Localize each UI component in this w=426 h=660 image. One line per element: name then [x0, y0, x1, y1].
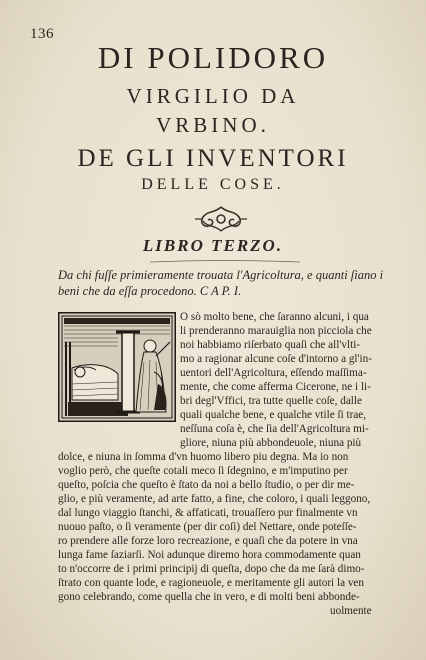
- body-line: to n'occorre de i primi principij di queſta, dopo che da me ſarà dimo-: [58, 563, 365, 575]
- page-number: 136: [30, 26, 54, 42]
- chapter-heading-line-1: Da chi fuſſe primieramente trouata l'Agricoltura, e quanti ſiano i: [58, 268, 384, 282]
- body-line: ſtrato con quante lode, e ragioneuole, e meritamente gli autori la ven: [58, 577, 364, 589]
- title-line-3: VRBINO.: [156, 113, 270, 137]
- title-line-2: VIRGILIO DA: [126, 84, 300, 108]
- title-line-4: DE GLI INVENTORI: [77, 145, 349, 172]
- chapter-heading-line-2: beni che da eſſa procedono. C A P. I.: [58, 284, 242, 298]
- catchword: uolmente: [330, 605, 372, 617]
- body-line: lunga fame ſaziarſi. Noi adunque diremo hora commodamente quan: [58, 549, 361, 561]
- body-line: noi habbiamo riſerbato quaſi che all'vlti-: [180, 339, 361, 351]
- body-line: queſto, poſcia che queſto è ſtato da noi a bello ſtudio, o per dir me-: [58, 479, 355, 491]
- body-line: O sò molto bene, che ſaranno alcuni, i qua: [180, 311, 369, 323]
- body-line: uentori dell'Agricoltura, eſſendo maſſima-: [180, 367, 367, 379]
- body-line: neſſuna coſa è, che ſia dell'Agricoltura mi-: [180, 423, 369, 435]
- body-line: dal lungo viaggio ſtanchi, & affaticati, trouaſſero pur finalmente vn: [58, 507, 358, 519]
- title-line-1: DI POLIDORO: [97, 40, 329, 75]
- body-line: li prenderanno marauiglia non picciola che: [180, 325, 372, 337]
- body-line: dolce, e niuna in ſomma d'vn huomo libero piu degna. Ma io non: [58, 451, 349, 463]
- body-line: bri degl'Vffici, tra tutte quelle coſe, dalle: [180, 395, 362, 407]
- title-line-5: DELLE COSE.: [141, 176, 285, 193]
- body-line: ro prendere alle forze loro recreazione, e quaſi che da potere in vna: [58, 535, 358, 547]
- woodcut-drop-cap: [58, 312, 176, 422]
- body-line: nuouo paſto, o ſi veramente (per dir coſi) del Nettare, onde poteſſe-: [58, 521, 357, 533]
- body-line: mo a ragionar alcune coſe d'intorno a gl'in-: [180, 353, 372, 365]
- book-heading: LIBRO TERZO.: [142, 236, 284, 255]
- body-line: glio, e più veramente, ad arte fatto, a fine, che coloro, i quali leggono,: [58, 493, 371, 505]
- heading-rule: [150, 260, 300, 264]
- ornament-icon: [193, 205, 249, 233]
- body-line: quali qualche bene, e qualche vtile ſi trae,: [180, 409, 367, 421]
- body-line: gliore, niuna più abbondeuole, niuna più: [180, 437, 362, 449]
- body-line: voglio però, che queſte cotali meco ſi ſdegnino, e m'imputino per: [58, 465, 348, 477]
- body-line: mente, che come afferma Cicerone, ne i li-: [180, 381, 371, 393]
- body-line: gono celebrando, come quella che in vero, e di molti beni abbonde-: [58, 591, 360, 603]
